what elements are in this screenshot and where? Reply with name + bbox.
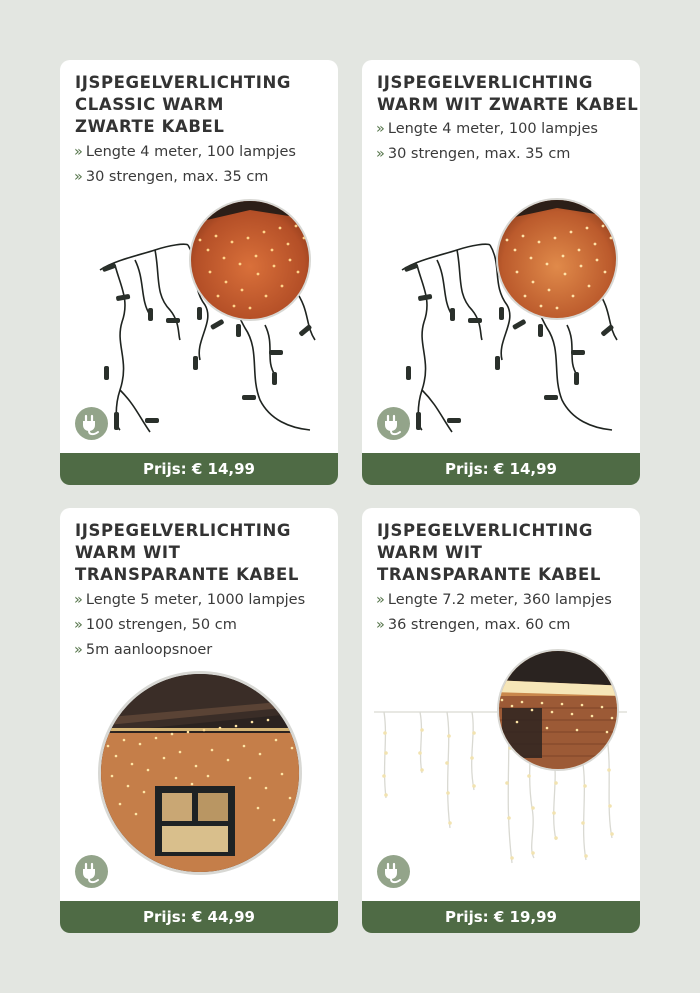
spec-text: 100 strengen, 50 cm <box>85 617 237 633</box>
spec-text: Lengte 5 meter, 1000 lampjes <box>85 592 306 608</box>
bullet-marker: » <box>74 592 83 608</box>
bullet-marker: » <box>376 121 385 137</box>
bullet-marker: » <box>376 592 385 608</box>
product-title <box>377 520 632 586</box>
title-line: TRANSPARANTE KABEL <box>377 565 602 584</box>
spec-text: Lengte 4 meter, 100 lampjes <box>387 121 598 137</box>
product-title <box>75 520 330 586</box>
title-line: IJSPEGELVERLICHTING <box>75 73 292 92</box>
plug-icon <box>75 855 108 888</box>
spec-item <box>74 165 334 190</box>
product-card-warm-white-transparent-5m[interactable] <box>60 508 338 933</box>
title-line: CLASSIC WARM <box>75 95 224 114</box>
title-line: WARM WIT <box>75 543 181 562</box>
bullet-marker: » <box>376 617 385 633</box>
bullet-marker: » <box>74 617 83 633</box>
product-specs <box>74 140 334 190</box>
plug-icon <box>377 855 410 888</box>
title-line: ZWARTE KABEL <box>75 117 225 136</box>
product-specs <box>376 117 636 167</box>
spec-item <box>376 588 636 613</box>
title-line: WARM WIT <box>377 543 483 562</box>
product-specs <box>376 588 636 638</box>
product-title <box>377 72 639 116</box>
title-line: TRANSPARANTE KABEL <box>75 565 300 584</box>
spec-item <box>376 117 636 142</box>
title-line: WARM WIT ZWARTE KABEL <box>377 95 639 114</box>
product-card-warm-white-transparent-7-2m[interactable] <box>362 508 640 933</box>
spec-item <box>376 142 636 167</box>
spec-text: Lengte 7.2 meter, 360 lampjes <box>387 592 612 608</box>
plug-icon <box>75 407 108 440</box>
title-line: IJSPEGELVERLICHTING <box>377 73 594 92</box>
product-card-classic-warm-black[interactable] <box>60 60 338 485</box>
plug-icon <box>377 407 410 440</box>
price-bar: Prijs: € 14,99 <box>362 453 640 485</box>
spec-item <box>74 613 334 638</box>
spec-text: 30 strengen, max. 35 cm <box>387 146 571 162</box>
spec-text: 5m aanloopsnoer <box>85 642 213 658</box>
bullet-marker: » <box>74 144 83 160</box>
spec-text: 36 strengen, max. 60 cm <box>387 617 571 633</box>
price-bar: Prijs: € 14,99 <box>60 453 338 485</box>
spec-item <box>376 613 636 638</box>
spec-text: Lengte 4 meter, 100 lampjes <box>85 144 296 160</box>
title-line: IJSPEGELVERLICHTING <box>377 521 594 540</box>
product-specs <box>74 588 334 663</box>
product-title <box>75 72 330 138</box>
spec-text: 30 strengen, max. 35 cm <box>85 169 269 185</box>
price-bar: Prijs: € 19,99 <box>362 901 640 933</box>
spec-item <box>74 638 334 663</box>
title-line: IJSPEGELVERLICHTING <box>75 521 292 540</box>
bullet-marker: » <box>376 146 385 162</box>
bullet-marker: » <box>74 642 83 658</box>
product-card-warm-white-black[interactable] <box>362 60 640 485</box>
bullet-marker: » <box>74 169 83 185</box>
spec-item <box>74 588 334 613</box>
spec-item <box>74 140 334 165</box>
price-bar: Prijs: € 44,99 <box>60 901 338 933</box>
